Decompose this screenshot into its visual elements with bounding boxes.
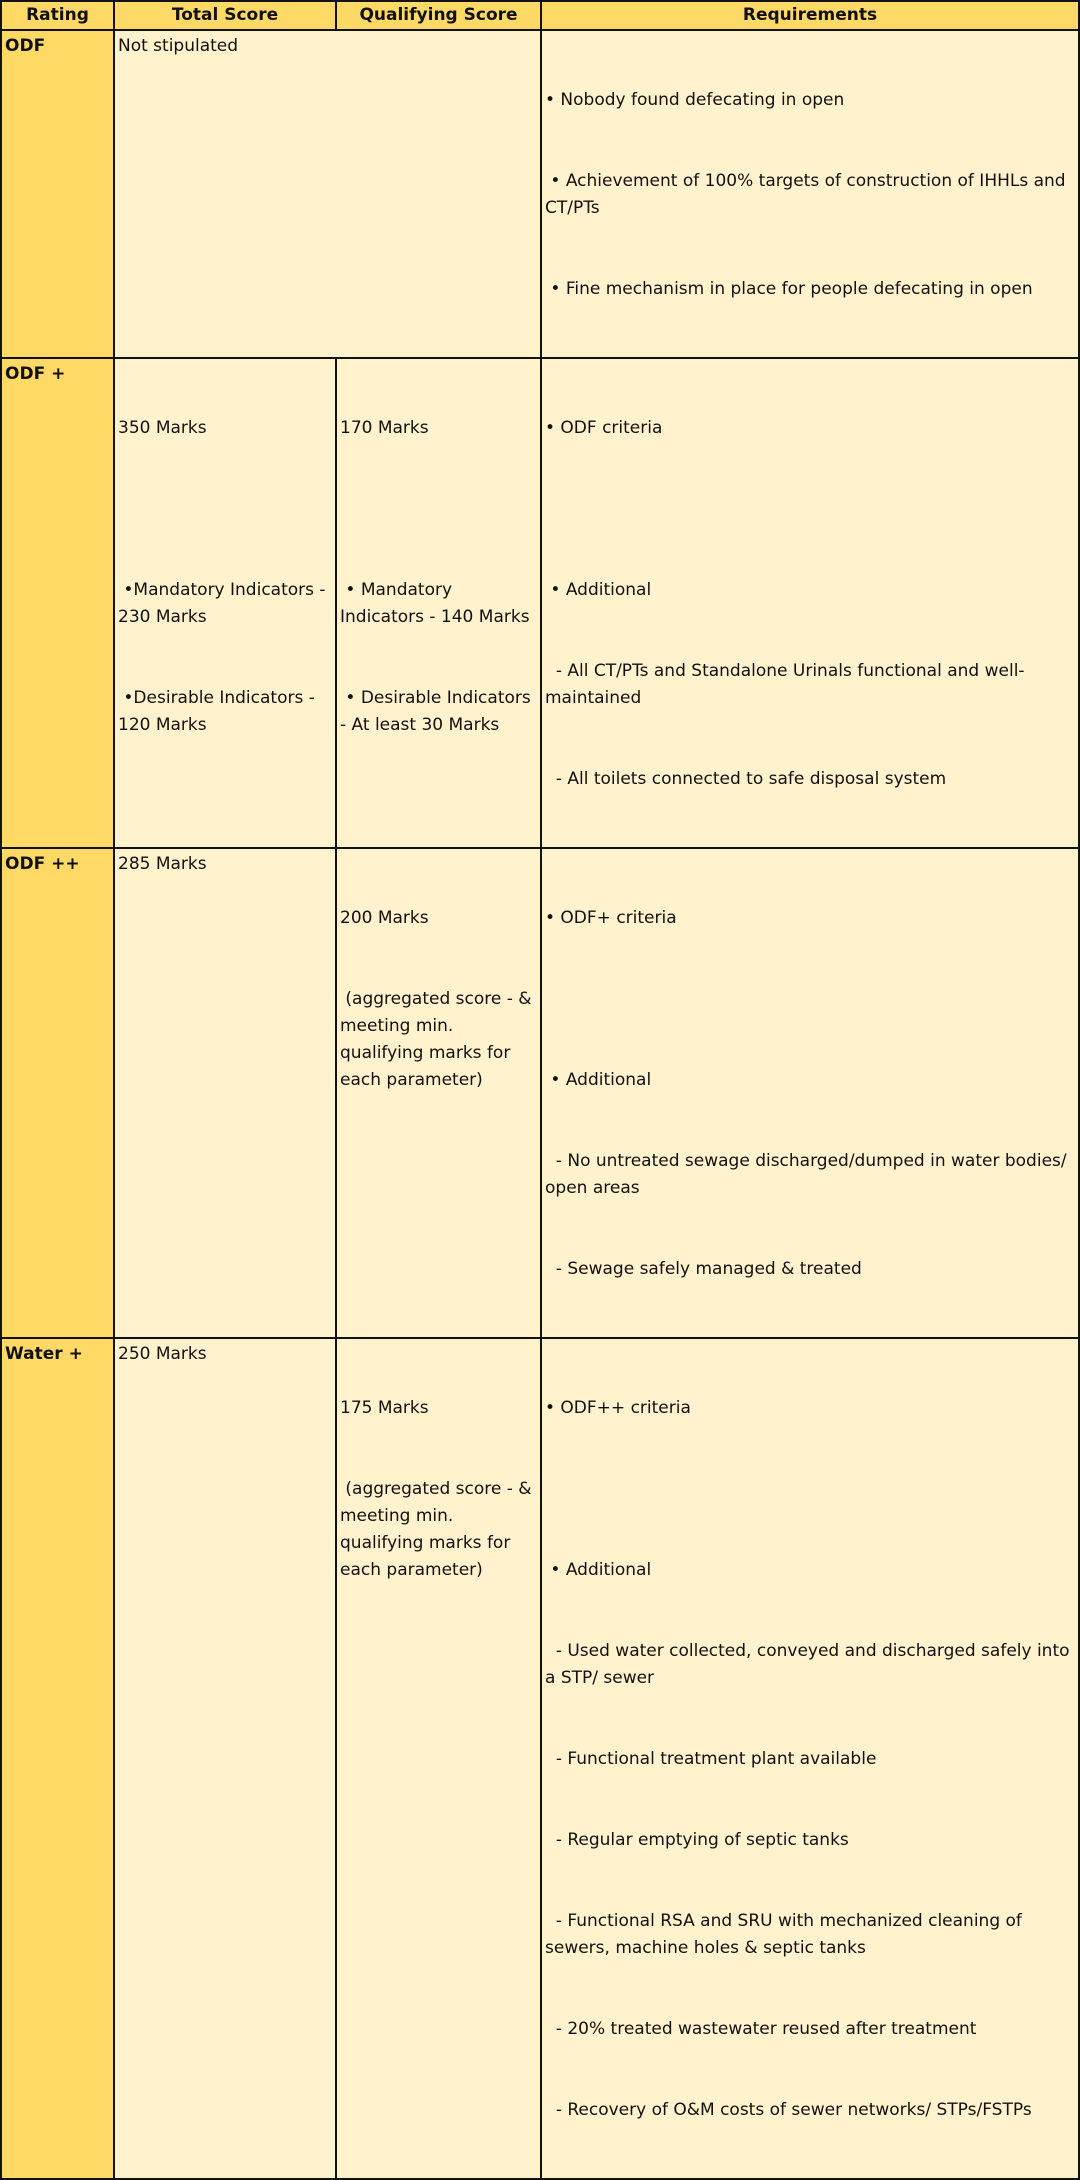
requirement-item: • Achievement of 100% targets of construction of IHHLs and CT/PTs	[545, 171, 1072, 218]
requirement-item: - Used water collected, conveyed and discharged safely into a STP/ sewer	[545, 1641, 1075, 1688]
table-row-odf	[1, 30, 1079, 358]
table-row-odf-plus-plus	[1, 848, 1079, 1338]
requirement-item: - All toilets connected to safe disposal system	[545, 769, 947, 789]
requirement-item: • Additional	[545, 1560, 652, 1580]
requirement-item: • ODF++ criteria	[545, 1398, 691, 1418]
requirement-item: • Nobody found defecating in open	[545, 90, 845, 110]
total-score-cell: Not stipulated	[114, 30, 541, 358]
requirement-item: • Fine mechanism in place for people defecating in open	[545, 279, 1033, 299]
qualifying-score-detail: • Desirable Indicators - At least 30 Marks	[340, 688, 537, 735]
requirements-cell	[541, 30, 1079, 358]
table-row-water-plus	[1, 1338, 1079, 2179]
total-score-value: 350 Marks	[118, 418, 207, 438]
qualifying-score-detail: • Mandatory Indicators - 140 Marks	[340, 580, 530, 627]
spacer	[545, 1476, 1075, 1503]
requirement-item: - No untreated sewage discharged/dumped in water bodies/ open areas	[545, 1151, 1073, 1198]
requirement-item: • Additional	[545, 1070, 652, 1090]
total-score-cell: 250 Marks	[114, 1338, 336, 2179]
requirement-item: • ODF criteria	[545, 418, 663, 438]
rating-cell: Water +	[1, 1338, 114, 2179]
qualifying-score-cell	[336, 848, 541, 1338]
requirements-cell	[541, 358, 1079, 848]
requirement-item: • Additional	[545, 580, 652, 600]
total-score-detail: •Desirable Indicators - 120 Marks	[118, 688, 321, 735]
spacer	[340, 496, 537, 523]
requirement-item: - All CT/PTs and Standalone Urinals functional and well-maintained	[545, 661, 1025, 708]
spacer	[545, 496, 1075, 523]
spacer	[545, 986, 1075, 1013]
rating-cell: ODF ++	[1, 848, 114, 1338]
qualifying-score-value: 175 Marks	[340, 1398, 429, 1418]
qualifying-score-detail: (aggregated score - & meeting min. qualifying marks for each parameter)	[340, 989, 537, 1090]
total-score-cell	[114, 358, 336, 848]
requirements-cell	[541, 1338, 1079, 2179]
spacer	[118, 496, 332, 523]
header-row	[1, 1, 1079, 30]
qualifying-score-value: 200 Marks	[340, 908, 429, 928]
total-score-detail: •Mandatory Indicators - 230 Marks	[118, 580, 331, 627]
rating-cell: ODF	[1, 30, 114, 358]
total-score-cell: 285 Marks	[114, 848, 336, 1338]
requirement-item: - Functional treatment plant available	[545, 1749, 877, 1769]
header-rating: Rating	[1, 1, 114, 30]
qualifying-score-value: 170 Marks	[340, 418, 429, 438]
header-total-score: Total Score	[114, 1, 336, 30]
header-qualifying-score: Qualifying Score	[336, 1, 541, 30]
requirements-cell	[541, 848, 1079, 1338]
qualifying-score-detail: (aggregated score - & meeting min. qualifying marks for each parameter)	[340, 1479, 537, 1580]
requirement-item: • ODF+ criteria	[545, 908, 677, 928]
rating-cell: ODF +	[1, 358, 114, 848]
requirement-item: - Functional RSA and SRU with mechanized cleaning of sewers, machine holes & septic tanks	[545, 1911, 1028, 1958]
qualifying-score-cell	[336, 358, 541, 848]
requirement-item: - Recovery of O&M costs of sewer networks/ STPs/FSTPs	[545, 2100, 1032, 2120]
header-requirements: Requirements	[541, 1, 1079, 30]
qualifying-score-cell	[336, 1338, 541, 2179]
requirement-item: - Sewage safely managed & treated	[545, 1259, 862, 1279]
table-row-odf-plus	[1, 358, 1079, 848]
requirement-item: - Regular emptying of septic tanks	[545, 1830, 849, 1850]
requirement-item: - 20% treated wastewater reused after treatment	[545, 2019, 977, 2039]
